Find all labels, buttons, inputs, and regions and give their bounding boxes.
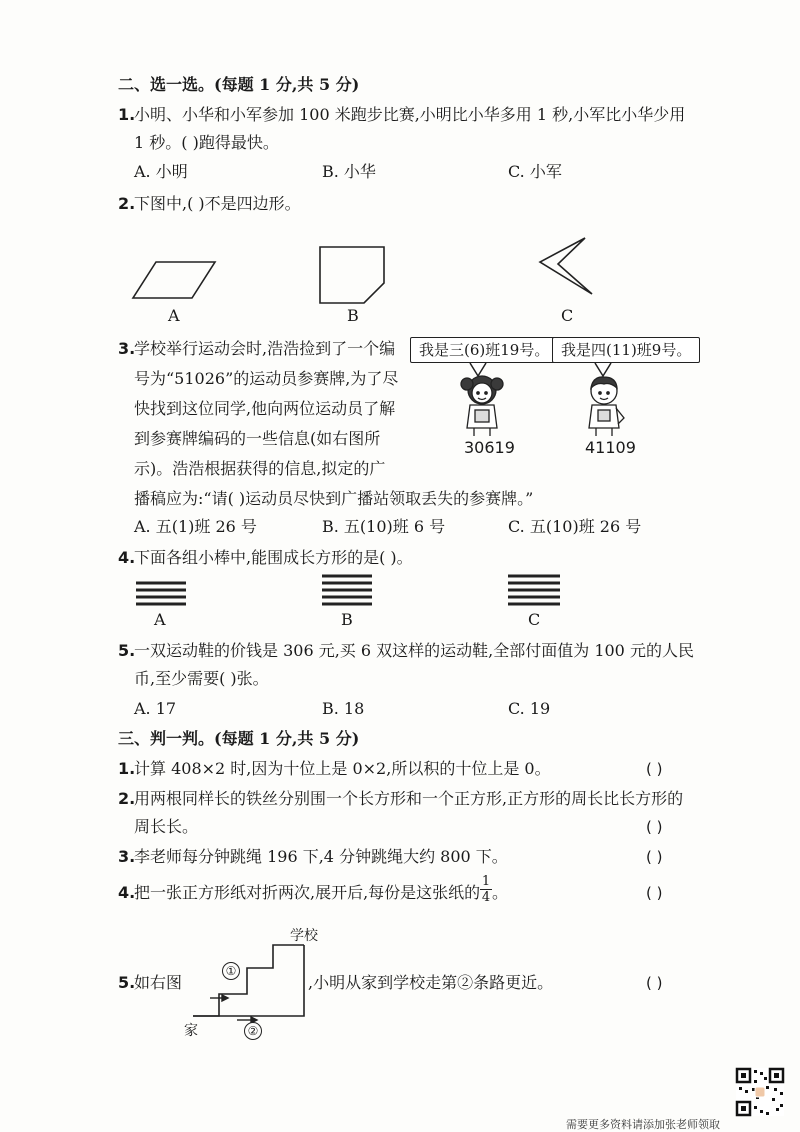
j3-answer-blank[interactable]: ( ) — [646, 848, 663, 866]
q3-line1: 学校举行运动会时,浩浩捡到了一个编 — [134, 339, 396, 358]
q3-option-a[interactable]: A. 五(1)班 26 号 — [134, 517, 257, 536]
j2-text-line1: 用两根同样长的铁丝分别围一个长方形和一个正方形,正方形的周长比长方形的 — [134, 789, 684, 808]
boy-code: 41109 — [585, 438, 636, 457]
q1-text-line2: 1 秒。( )跑得最快。 — [134, 133, 279, 152]
j2-number: 2. — [118, 789, 136, 808]
j5-text-before: 如右图 — [134, 973, 183, 992]
j3-text: 李老师每分钟跳绳 196 下,4 分钟跳绳大约 800 下。 — [134, 847, 508, 866]
q3-number: 3. — [118, 339, 136, 358]
q4-label-a[interactable]: A — [154, 610, 166, 629]
q3-line6: 播稿应为:“请( )运动员尽快到广播站领取丢失的参赛牌。” — [134, 489, 534, 508]
qr-code-icon — [736, 1068, 784, 1116]
j3-number: 3. — [118, 847, 136, 866]
q3-line3: 快找到这位同学,他向两位运动员了解 — [134, 399, 396, 418]
q3-line5: 示)。浩浩根据获得的信息,拟定的广 — [134, 459, 386, 478]
j4-answer-blank[interactable]: ( ) — [646, 884, 663, 902]
q3-option-c[interactable]: C. 五(10)班 26 号 — [508, 517, 642, 536]
girl-code: 30619 — [464, 438, 515, 457]
j4-text-before: 把一张正方形纸对折两次,展开后,每份是这张纸的 — [134, 883, 481, 902]
q1-number: 1. — [118, 105, 136, 124]
q2-label-c[interactable]: C — [561, 306, 574, 325]
j1-number: 1. — [118, 759, 136, 778]
q1-option-b[interactable]: B. 小华 — [322, 162, 376, 181]
route-1-staircase — [193, 945, 304, 1016]
q4-text: 下面各组小棒中,能围成长方形的是( )。 — [134, 548, 413, 567]
q4-label-c[interactable]: C — [528, 610, 541, 629]
speech-bubble-boy: 我是四(11)班9号。 — [552, 337, 700, 363]
q5-option-c[interactable]: C. 19 — [508, 699, 551, 718]
j5-text-after: ,小明从家到学校走第②条路更近。 — [308, 973, 554, 992]
q3-line4: 到参赛牌编码的一些信息(如右图所 — [134, 429, 381, 448]
route-2-marker: ② — [244, 1022, 262, 1040]
q4-number: 4. — [118, 548, 136, 567]
j5-number: 5. — [118, 973, 136, 992]
arrow-icon — [210, 995, 257, 1023]
j2-text-line2: 周长长。 — [134, 817, 199, 836]
j4-fraction-numerator: 1 — [481, 874, 491, 889]
q5-number: 5. — [118, 641, 136, 660]
q4-label-b[interactable]: B — [341, 610, 353, 629]
j4-text-after: 。 — [492, 883, 509, 902]
diagram-school-label: 学校 — [290, 928, 318, 944]
route-1-marker: ① — [222, 962, 240, 980]
section3-title: 三、判一判。(每题 1 分,共 5 分) — [118, 729, 360, 748]
footer-note: 需要更多资料请添加张老师领取 — [566, 1118, 720, 1131]
q2-label-a[interactable]: A — [168, 306, 180, 325]
q5-option-a[interactable]: A. 17 — [134, 699, 177, 718]
j4-fraction-denominator: 4 — [481, 890, 491, 905]
j2-answer-blank[interactable]: ( ) — [646, 818, 663, 836]
q2-number: 2. — [118, 194, 136, 213]
j1-answer-blank[interactable]: ( ) — [646, 760, 663, 778]
q1-option-a[interactable]: A. 小明 — [134, 162, 188, 181]
q2-label-b[interactable]: B — [347, 306, 359, 325]
j1-text: 计算 408×2 时,因为十位上是 0×2,所以积的十位上是 0。 — [134, 759, 551, 778]
j5-answer-blank[interactable]: ( ) — [646, 974, 663, 992]
q5-text-line2: 币,至少需要( )张。 — [134, 669, 269, 688]
speech-bubble-girl: 我是三(6)班19号。 — [410, 337, 558, 363]
q2-text: 下图中,( )不是四边形。 — [134, 194, 301, 213]
q3-option-b[interactable]: B. 五(10)班 6 号 — [322, 517, 446, 536]
route-2-path — [193, 945, 304, 1016]
q1-option-c[interactable]: C. 小军 — [508, 162, 562, 181]
j4-number: 4. — [118, 883, 136, 902]
q3-line2: 号为“51026”的运动员参赛牌,为了尽 — [134, 369, 399, 388]
q5-text-line1: 一双运动鞋的价钱是 306 元,买 6 双这样的运动鞋,全部付面值为 100 元的人民 — [134, 641, 694, 660]
diagram-home-label: 家 — [184, 1023, 198, 1039]
q1-text-line1: 小明、小华和小军参加 100 米跑步比赛,小明比小华多用 1 秒,小军比小华少用 — [134, 105, 686, 124]
q5-option-b[interactable]: B. 18 — [322, 699, 365, 718]
section2-title: 二、选一选。(每题 1 分,共 5 分) — [118, 75, 360, 94]
